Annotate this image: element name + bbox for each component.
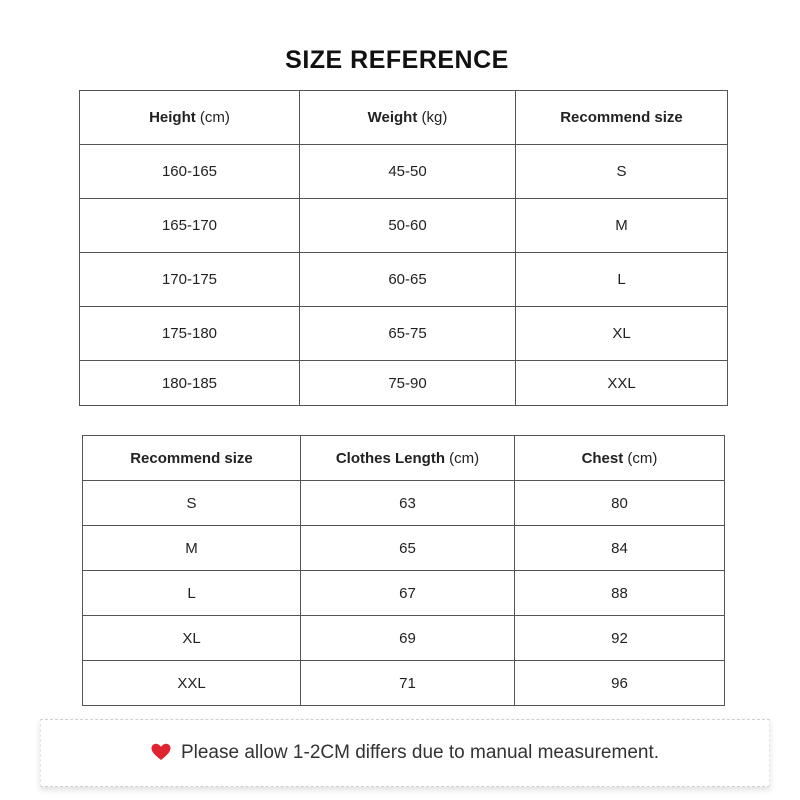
size-cell: S: [516, 145, 728, 199]
chest-cell: 92: [515, 616, 725, 661]
table-row: [80, 199, 728, 253]
size-cell: S: [83, 481, 301, 526]
weight-cell: 60-65: [300, 253, 516, 307]
table-row: [83, 571, 725, 616]
clothes-length-cell: 67: [301, 571, 515, 616]
note-text: Please allow 1-2CM differs due to manual measurement.: [180, 742, 660, 763]
size-cell: L: [516, 253, 728, 307]
clothes-length-cell: 71: [301, 661, 515, 706]
size-cell: XL: [516, 307, 728, 361]
weight-cell: 45-50: [300, 145, 516, 199]
weight-cell: 65-75: [300, 307, 516, 361]
size-cell: XL: [83, 616, 301, 661]
chest-cell: 80: [515, 481, 725, 526]
height-cell: 180-185: [80, 361, 300, 406]
height-cell: 160-165: [80, 145, 300, 199]
size-cell: M: [83, 526, 301, 571]
height-weight-size-table: [79, 90, 728, 406]
height-cell: 170-175: [80, 253, 300, 307]
header-height: Height (cm): [80, 91, 300, 145]
chest-cell: 96: [515, 661, 725, 706]
table-header-row: [83, 436, 725, 481]
table-row: [83, 616, 725, 661]
header-weight: Weight (kg): [300, 91, 516, 145]
table-row: [80, 253, 728, 307]
table-row: [83, 661, 725, 706]
clothes-length-cell: 63: [301, 481, 515, 526]
size-cell: M: [516, 199, 728, 253]
size-measurement-table: [82, 435, 725, 706]
heart-icon: [151, 743, 171, 761]
table-row: [80, 361, 728, 406]
clothes-length-cell: 69: [301, 616, 515, 661]
table-row: [80, 307, 728, 361]
table-row: [83, 481, 725, 526]
table-row: [83, 526, 725, 571]
table-header-row: [80, 91, 728, 145]
header-recommend-size: Recommend size: [516, 91, 728, 145]
header-chest: Chest (cm): [515, 436, 725, 481]
chest-cell: 88: [515, 571, 725, 616]
size-cell: XXL: [516, 361, 728, 406]
table-row: [80, 145, 728, 199]
height-cell: 165-170: [80, 199, 300, 253]
page-title: SIZE REFERENCE: [285, 46, 509, 74]
measurement-note: [40, 719, 770, 787]
size-cell: L: [83, 571, 301, 616]
header-clothes-length: Clothes Length (cm): [301, 436, 515, 481]
size-cell: XXL: [83, 661, 301, 706]
header-recommend-size: Recommend size: [83, 436, 301, 481]
chest-cell: 84: [515, 526, 725, 571]
height-cell: 175-180: [80, 307, 300, 361]
clothes-length-cell: 65: [301, 526, 515, 571]
weight-cell: 75-90: [300, 361, 516, 406]
weight-cell: 50-60: [300, 199, 516, 253]
